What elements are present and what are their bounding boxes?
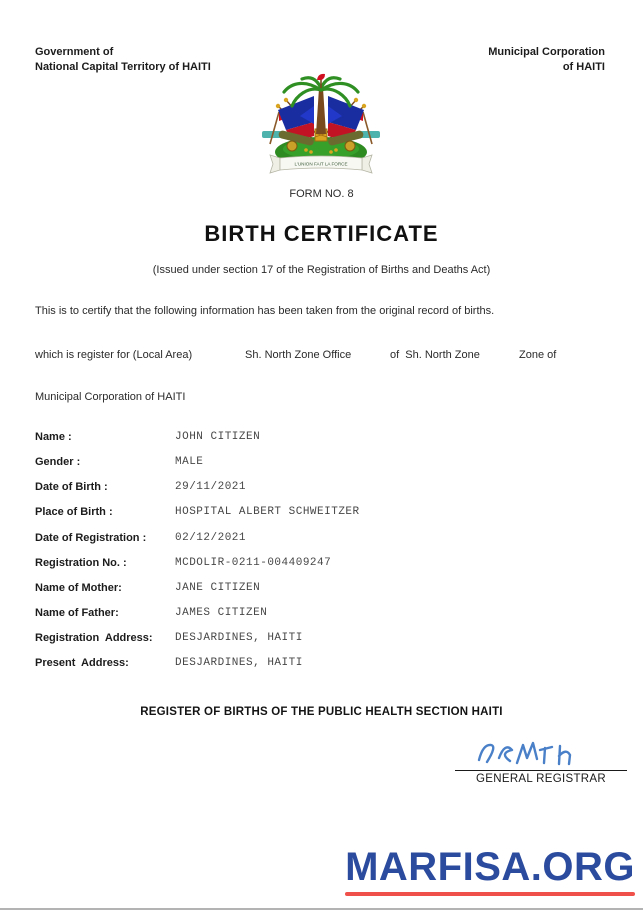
field-label: Registration Address: [35, 632, 153, 644]
header-right-line2: of HAITI [562, 61, 605, 73]
register-line-part1: which is register for (Local Area) [35, 349, 193, 361]
field-label: Name of Father: [35, 607, 119, 619]
register-of-births-heading: REGISTER OF BIRTHS OF THE PUBLIC HEALTH SECTION HAITI [140, 706, 503, 718]
field-row-date-of-registration [35, 532, 595, 552]
header-right-line1: Municipal Corporation [488, 46, 605, 58]
field-label: Gender : [35, 456, 81, 468]
field-label: Name : [35, 431, 72, 443]
register-line-part2: of Sh. North Zone [390, 349, 480, 361]
field-value: 29/11/2021 [175, 481, 247, 493]
register-line-office: Sh. North Zone Office [245, 349, 352, 361]
municipal-line: Municipal Corporation of HAITI [35, 391, 186, 403]
header-left-line2: National Capital Territory of HAITI [35, 61, 211, 73]
field-row-registration-address [35, 632, 595, 652]
field-row-name-of-father [35, 607, 595, 627]
haiti-coat-of-arms-icon [256, 72, 386, 184]
field-value: DESJARDINES, HAITI [175, 632, 303, 644]
field-row-name [35, 431, 595, 451]
field-row-name-of-mother [35, 582, 595, 602]
field-label: Registration No. : [35, 557, 127, 569]
registrar-label: GENERAL REGISTRAR [476, 773, 606, 785]
field-value: JOHN CITIZEN [175, 431, 261, 443]
header-right [488, 45, 605, 75]
page-title: BIRTH CERTIFICATE [204, 221, 439, 246]
field-value: MALE [175, 456, 204, 468]
field-row-date-of-birth [35, 481, 595, 501]
marfisa-watermark-text: MARFISA.ORG [345, 845, 635, 889]
field-label: Date of Birth : [35, 481, 108, 493]
field-value: HOSPITAL ALBERT SCHWEITZER [175, 506, 360, 518]
header-left-line1: Government of [35, 46, 114, 58]
field-value: JAMES CITIZEN [175, 607, 268, 619]
register-line-part3: Zone of [519, 349, 557, 361]
field-label: Place of Birth : [35, 506, 113, 518]
field-value: 02/12/2021 [175, 532, 247, 544]
form-number: FORM NO. 8 [289, 188, 354, 200]
register-for-line [0, 349, 643, 365]
subtitle: (Issued under section 17 of the Registration of Births and Deaths Act) [152, 264, 491, 276]
signature-line [455, 770, 627, 771]
field-value: MCDOLIR-0211-004409247 [175, 557, 332, 569]
field-label: Present Address: [35, 657, 129, 669]
certify-text: This is to certify that the following information has been taken from the original record of births. [35, 305, 495, 317]
header-left [35, 45, 211, 75]
field-value: DESJARDINES, HAITI [175, 657, 303, 669]
field-row-registration-no [35, 557, 595, 577]
bottom-divider [0, 908, 643, 910]
marfisa-watermark-underline [345, 892, 635, 896]
field-row-place-of-birth [35, 506, 595, 526]
field-label: Date of Registration : [35, 532, 147, 544]
registrar-signature-icon [470, 736, 600, 770]
field-row-gender [35, 456, 595, 476]
field-label: Name of Mother: [35, 582, 122, 594]
field-value: JANE CITIZEN [175, 582, 261, 594]
emblem-motto: L'UNION FAIT LA FORCE [294, 161, 348, 167]
marfisa-watermark [345, 847, 635, 896]
field-row-present-address [35, 657, 595, 677]
